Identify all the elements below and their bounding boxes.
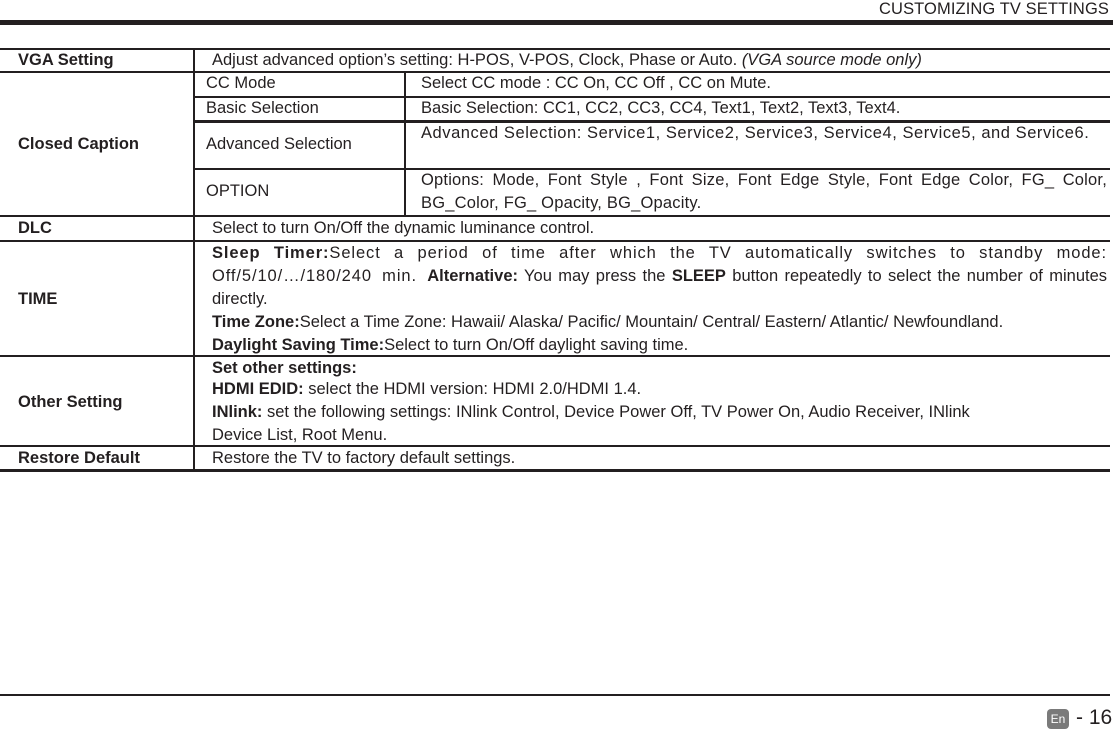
time-zone-title: Time Zone: [212,313,300,331]
time-zone-text: Select a Time Zone: Hawaii/ Alaska/ Pacific/ Mountain/ Central/ Eastern/ Atlantic/ Newfoundland. [299,313,1004,331]
inlink-text: set the following settings: INlink Control, Device Power Off, TV Power On, Audio Receiver, INlink [262,403,970,421]
time-zone-line [212,311,1003,334]
row-label-time: TIME [18,290,58,308]
vga-note: (VGA source mode only) [741,51,922,69]
sleep-key: SLEEP [671,267,726,285]
row-label-dlc: DLC [18,219,52,237]
alternative-title: Alternative: [427,267,518,285]
sleep-timer-text: Select a period of time after which the TV automatically switches to standby mode: Off/5/10/…/180/240 min. [212,244,1107,285]
hdmi-edid-text: select the HDMI version: HDMI 2.0/HDMI 1.4. [303,380,642,398]
basic-selection-name: Basic Selection [206,99,319,117]
vga-description [212,49,1102,72]
hdmi-edid-title: HDMI EDID: [212,380,304,398]
sleep-timer-title: Sleep Timer: [212,244,330,262]
other-intro: Set other settings: [212,359,357,377]
language-badge: En [1047,709,1069,729]
column-divider [193,48,195,470]
row-label-other-setting: Other Setting [18,393,123,411]
row-label-restore-default: Restore Default [18,449,140,467]
dlc-description: Select to turn On/Off the dynamic luminance control. [212,219,595,237]
row-label-vga-setting: VGA Setting [18,51,114,69]
advanced-selection-name: Advanced Selection [206,135,352,153]
dst-title: Daylight Saving Time: [212,336,385,354]
vga-description-text: Adjust advanced option’s setting: H-POS, V-POS, Clock, Phase or Auto. [212,51,742,69]
row-divider [0,445,1110,447]
alternative-text-2: button repeatedly to select the number of minutes directly. [212,267,1108,308]
time-description [212,242,1107,311]
inlink-line-2: Device List, Root Menu. [212,426,388,444]
cc-mode-desc: Select CC mode : CC On, CC Off , CC on Mute. [421,74,771,92]
cc-column-divider [404,71,406,215]
row-label-closed-caption: Closed Caption [18,135,140,153]
header-rule [0,20,1113,25]
advanced-selection-desc: Advanced Selection: Service1, Service2, Service3, Service4, Service5, and Service6. [421,124,1090,142]
basic-selection-desc: Basic Selection: CC1, CC2, CC3, CC4, Text1, Text2, Text3, Text4. [421,99,901,117]
footer-rule [0,694,1110,696]
option-name: OPTION [206,182,270,200]
inlink-title: INlink: [212,403,263,421]
page-number-value: 16 [1088,706,1113,729]
restore-description: Restore the TV to factory default settings. [212,449,516,467]
page-separator: - [1076,706,1083,729]
table-bottom-border [0,469,1110,472]
inlink-line [212,401,970,424]
alternative-text: You may press the [518,267,672,285]
option-desc: Options: Mode, Font Style , Font Size, Font Edge Style, Font Edge Color, FG_ Color, BG_Color, FG_ Opacity, BG_Opacity. [421,171,1107,212]
dst-line [212,334,688,357]
hdmi-edid-line [212,378,641,401]
cc-mode-name: CC Mode [206,74,276,92]
page-number [1076,706,1112,730]
page-header-title: CUSTOMIZING TV SETTINGS [879,0,1109,18]
dst-text: Select to turn On/Off daylight saving time. [384,336,689,354]
